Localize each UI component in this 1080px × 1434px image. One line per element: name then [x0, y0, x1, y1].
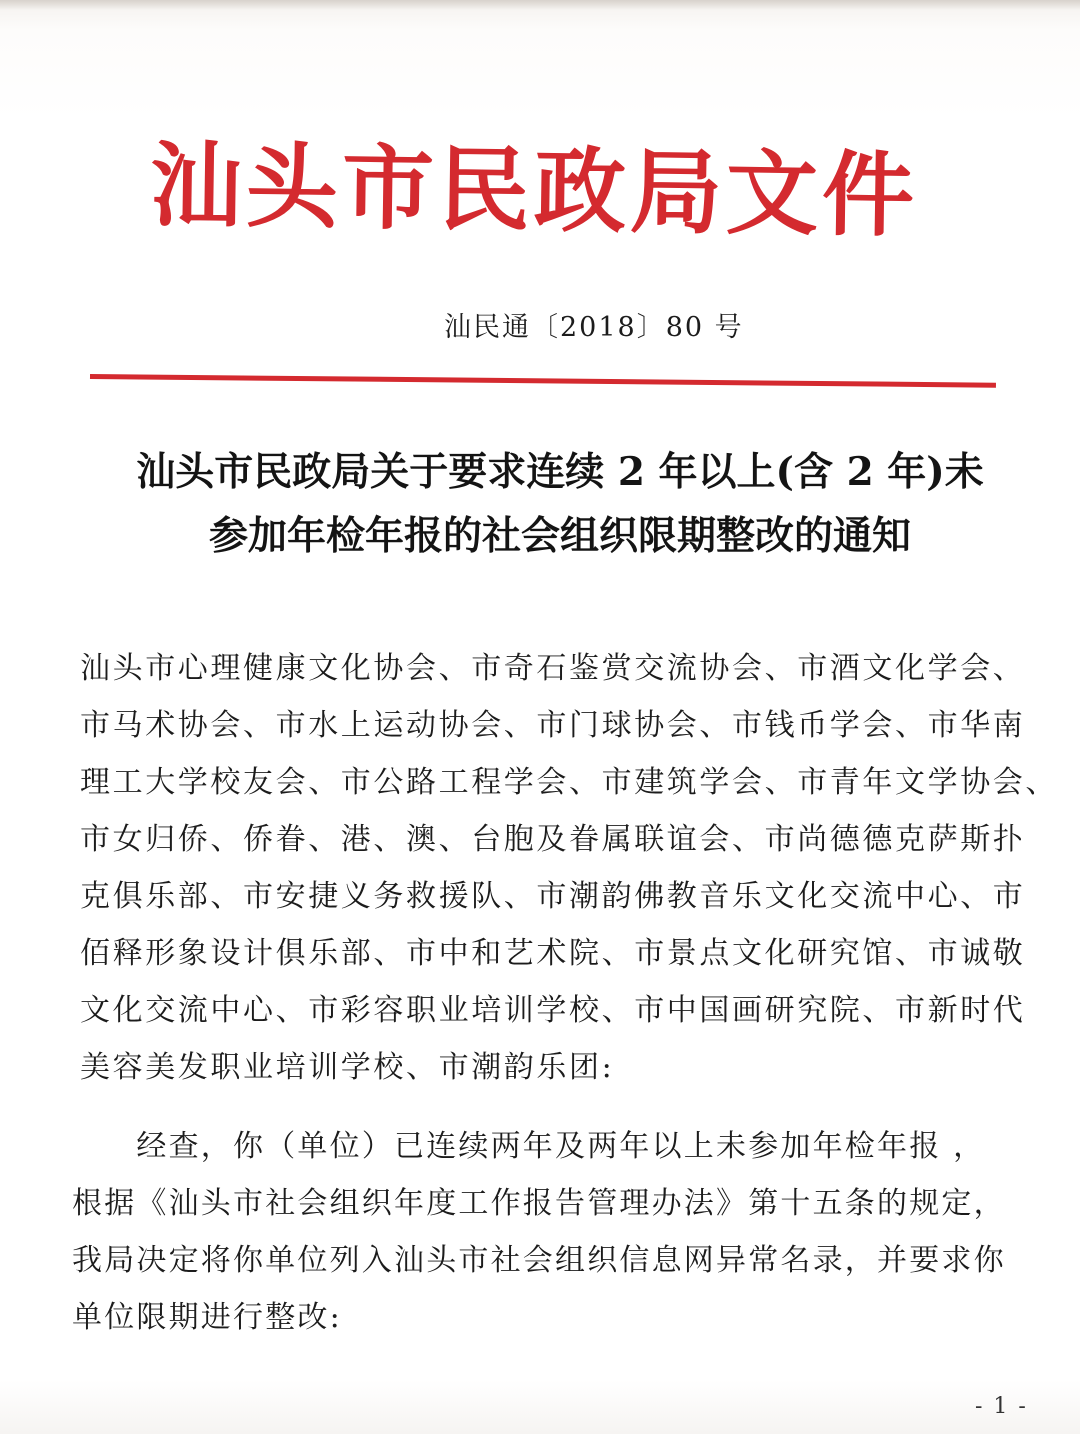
body-line: 根据《汕头市社会组织年度工作报告管理办法》第十五条的规定，: [72, 1186, 1006, 1221]
body-line: 经查，你（单位）已连续两年及两年以上未参加年检年报 ，: [72, 1129, 986, 1164]
addressee-line: 文化交流中心、市彩容职业培训学校、市中国画研究院、市新时代: [80, 993, 1026, 1028]
notice-title-line: 参加年检年报的社会组织限期整改的通知: [208, 513, 911, 559]
red-divider-line: [90, 374, 996, 388]
addressee-list: [80, 640, 1058, 1096]
addressee-line: 汕头市心理健康文化协会、市奇石鉴赏交流协会、市酒文化学会、: [80, 651, 1026, 686]
issuing-org-title: 汕头市民政局文件: [149, 131, 919, 250]
scan-edge-shadow: [0, 0, 1080, 10]
addressee-line: 美容美发职业培训学校、市潮韵乐团:: [80, 1050, 615, 1085]
body-line: 我局决定将你单位列入汕头市社会组织信息网异常名录，并要求你: [72, 1243, 1006, 1278]
notice-title: [90, 440, 1030, 568]
document-number: 汕民通〔2018〕80 号: [444, 312, 744, 343]
body-line: 单位限期进行整改:: [72, 1300, 342, 1335]
body-paragraph: [72, 1118, 1027, 1346]
addressee-line: 市女归侨、侨眷、港、澳、台胞及眷属联谊会、市尚德德克萨斯扑: [80, 822, 1026, 857]
addressee-line: 市马术协会、市水上运动协会、市门球协会、市钱币学会、市华南: [80, 708, 1026, 743]
addressee-line: 克俱乐部、市安捷义务救援队、市潮韵佛教音乐文化交流中心、市: [80, 879, 1026, 914]
addressee-line: 佰释形象设计俱乐部、市中和艺术院、市景点文化研究馆、市诚敬: [80, 936, 1026, 971]
notice-title-line: 汕头市民政局关于要求连续 2 年以上(含 2 年)未: [136, 449, 984, 495]
page-number: - 1 -: [975, 1394, 1028, 1419]
addressee-line: 理工大学校友会、市公路工程学会、市建筑学会、市青年文学协会、: [80, 765, 1058, 800]
